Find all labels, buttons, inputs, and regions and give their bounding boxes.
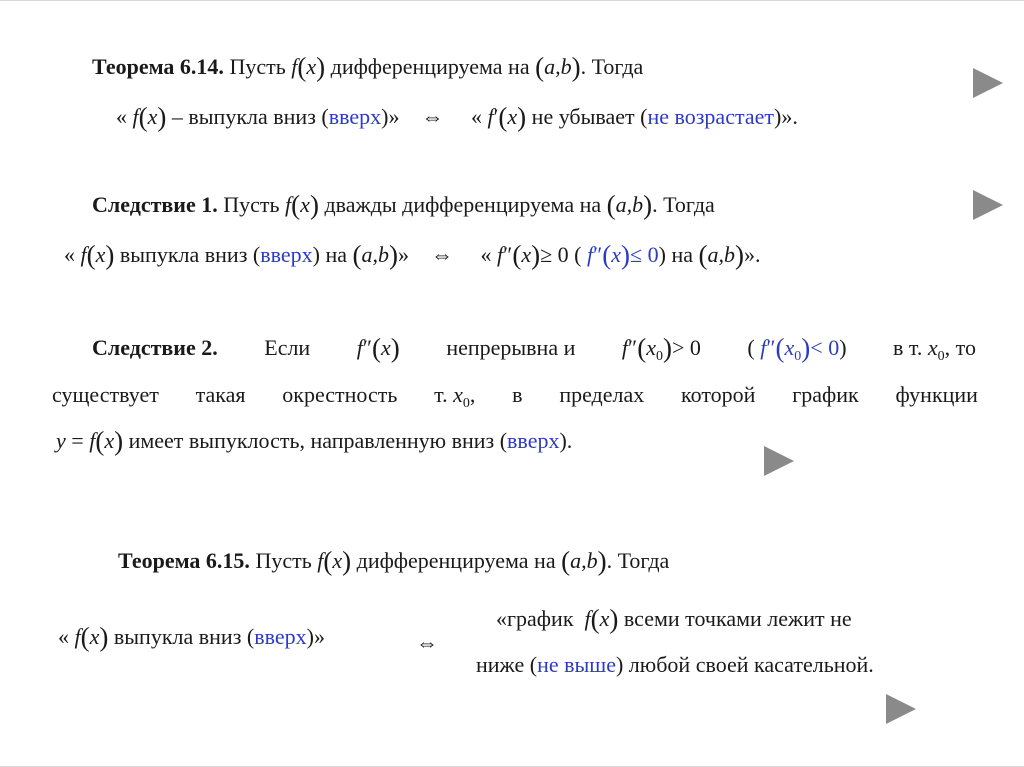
- corollary-2-line-2: существует такая окрестность т. $x_0$, в пределах которой график функции: [52, 382, 978, 411]
- highlight-not-above: не выше: [537, 652, 616, 677]
- math-f-second-x0-pos: $f''(x_0)> 0$: [621, 333, 701, 364]
- math-fx: f(x): [285, 190, 319, 220]
- math-interval-ab: (a,b): [561, 546, 607, 576]
- math-interval-ab: (a,b): [352, 240, 399, 270]
- math-f-second-x: f″(x): [356, 333, 400, 363]
- highlight-up: вверх: [254, 624, 307, 649]
- math-y-equals-fx: y = f(x): [56, 426, 124, 456]
- theorem-615-left: « f(x) выпукла вниз (вверх)»: [58, 622, 325, 652]
- math-fx: f(x): [132, 102, 167, 132]
- theorem-615-statement: Теорема 6.15. Пусть f(x) дифференцируема на (a,b). Тогда: [118, 546, 670, 576]
- equivalence-icon: ⇔: [421, 104, 444, 129]
- theorem-614-equivalence: « f(x) – выпукла вниз (вверх)» ⇔ « f′(x) не убывает (не возрастает)».: [116, 102, 798, 132]
- equivalence-icon: ⇔: [416, 630, 438, 655]
- theorem-615-label: Теорема 6.15.: [118, 548, 250, 573]
- math-interval-ab: (a,b): [535, 52, 581, 82]
- highlight-not-increasing: не возрастает: [647, 104, 774, 129]
- math-fx: f(x): [584, 604, 619, 634]
- corollary-1-label: Следствие 1.: [92, 192, 218, 217]
- math-f-prime-x: f′(x): [487, 102, 527, 132]
- highlight-up: вверх: [507, 428, 560, 453]
- play-arrow-icon[interactable]: [764, 446, 794, 476]
- highlight-up: вверх: [260, 242, 313, 267]
- highlight-up: вверх: [328, 104, 382, 129]
- play-arrow-icon[interactable]: [973, 68, 1003, 98]
- corollary-2-line-1: Следствие 2. Если f″(x) непрерывна и $f''(x_0)> 0$ ( $f''(x_0)< 0$) в т. $x_0$, то: [92, 333, 976, 372]
- math-fx: f(x): [74, 622, 109, 652]
- math-fx: f(x): [291, 52, 326, 82]
- theorem-614-label: Теорема 6.14.: [92, 54, 224, 79]
- theorem-614-statement: Теорема 6.14. Пусть f(x) дифференцируема на (a,b). Тогда: [92, 52, 644, 82]
- equivalence-icon: ⇔: [431, 242, 454, 267]
- math-f-second-nonneg: f″(x)≥ 0: [497, 240, 569, 270]
- corollary-1-equivalence: « f(x) выпукла вниз (вверх) на (a,b)» ⇔ « f″(x)≥ 0 ( f″(x)≤ 0) на (a,b)».: [64, 240, 761, 270]
- math-f-second-nonpos: f″(x)≤ 0: [586, 240, 659, 270]
- slide-top-border: [0, 0, 1024, 1]
- corollary-1-statement: Следствие 1. Пусть f(x) дважды дифференцируема на (a,b). Тогда: [92, 190, 715, 220]
- math-x0: $x_0$: [453, 382, 470, 411]
- math-x0: $x_0$: [927, 335, 945, 364]
- theorem-615-right-line-2: ниже (не выше) любой своей касательной.: [476, 652, 874, 677]
- play-arrow-icon[interactable]: [973, 190, 1003, 220]
- play-arrow-icon[interactable]: [886, 694, 916, 724]
- math-fx: f(x): [317, 546, 352, 576]
- corollary-2-label: Следствие 2.: [92, 335, 218, 360]
- math-interval-ab: (a,b): [698, 240, 744, 270]
- math-fx: f(x): [80, 240, 115, 270]
- corollary-2-line-3: y = f(x) имеет выпуклость, направленную вниз (вверх).: [56, 426, 573, 456]
- theorem-615-right-line-1: «график f(x) всеми точками лежит не: [496, 604, 852, 634]
- math-interval-ab: (a,b): [606, 190, 653, 220]
- math-f-second-x0-neg: $f''(x_0)< 0$: [760, 333, 840, 364]
